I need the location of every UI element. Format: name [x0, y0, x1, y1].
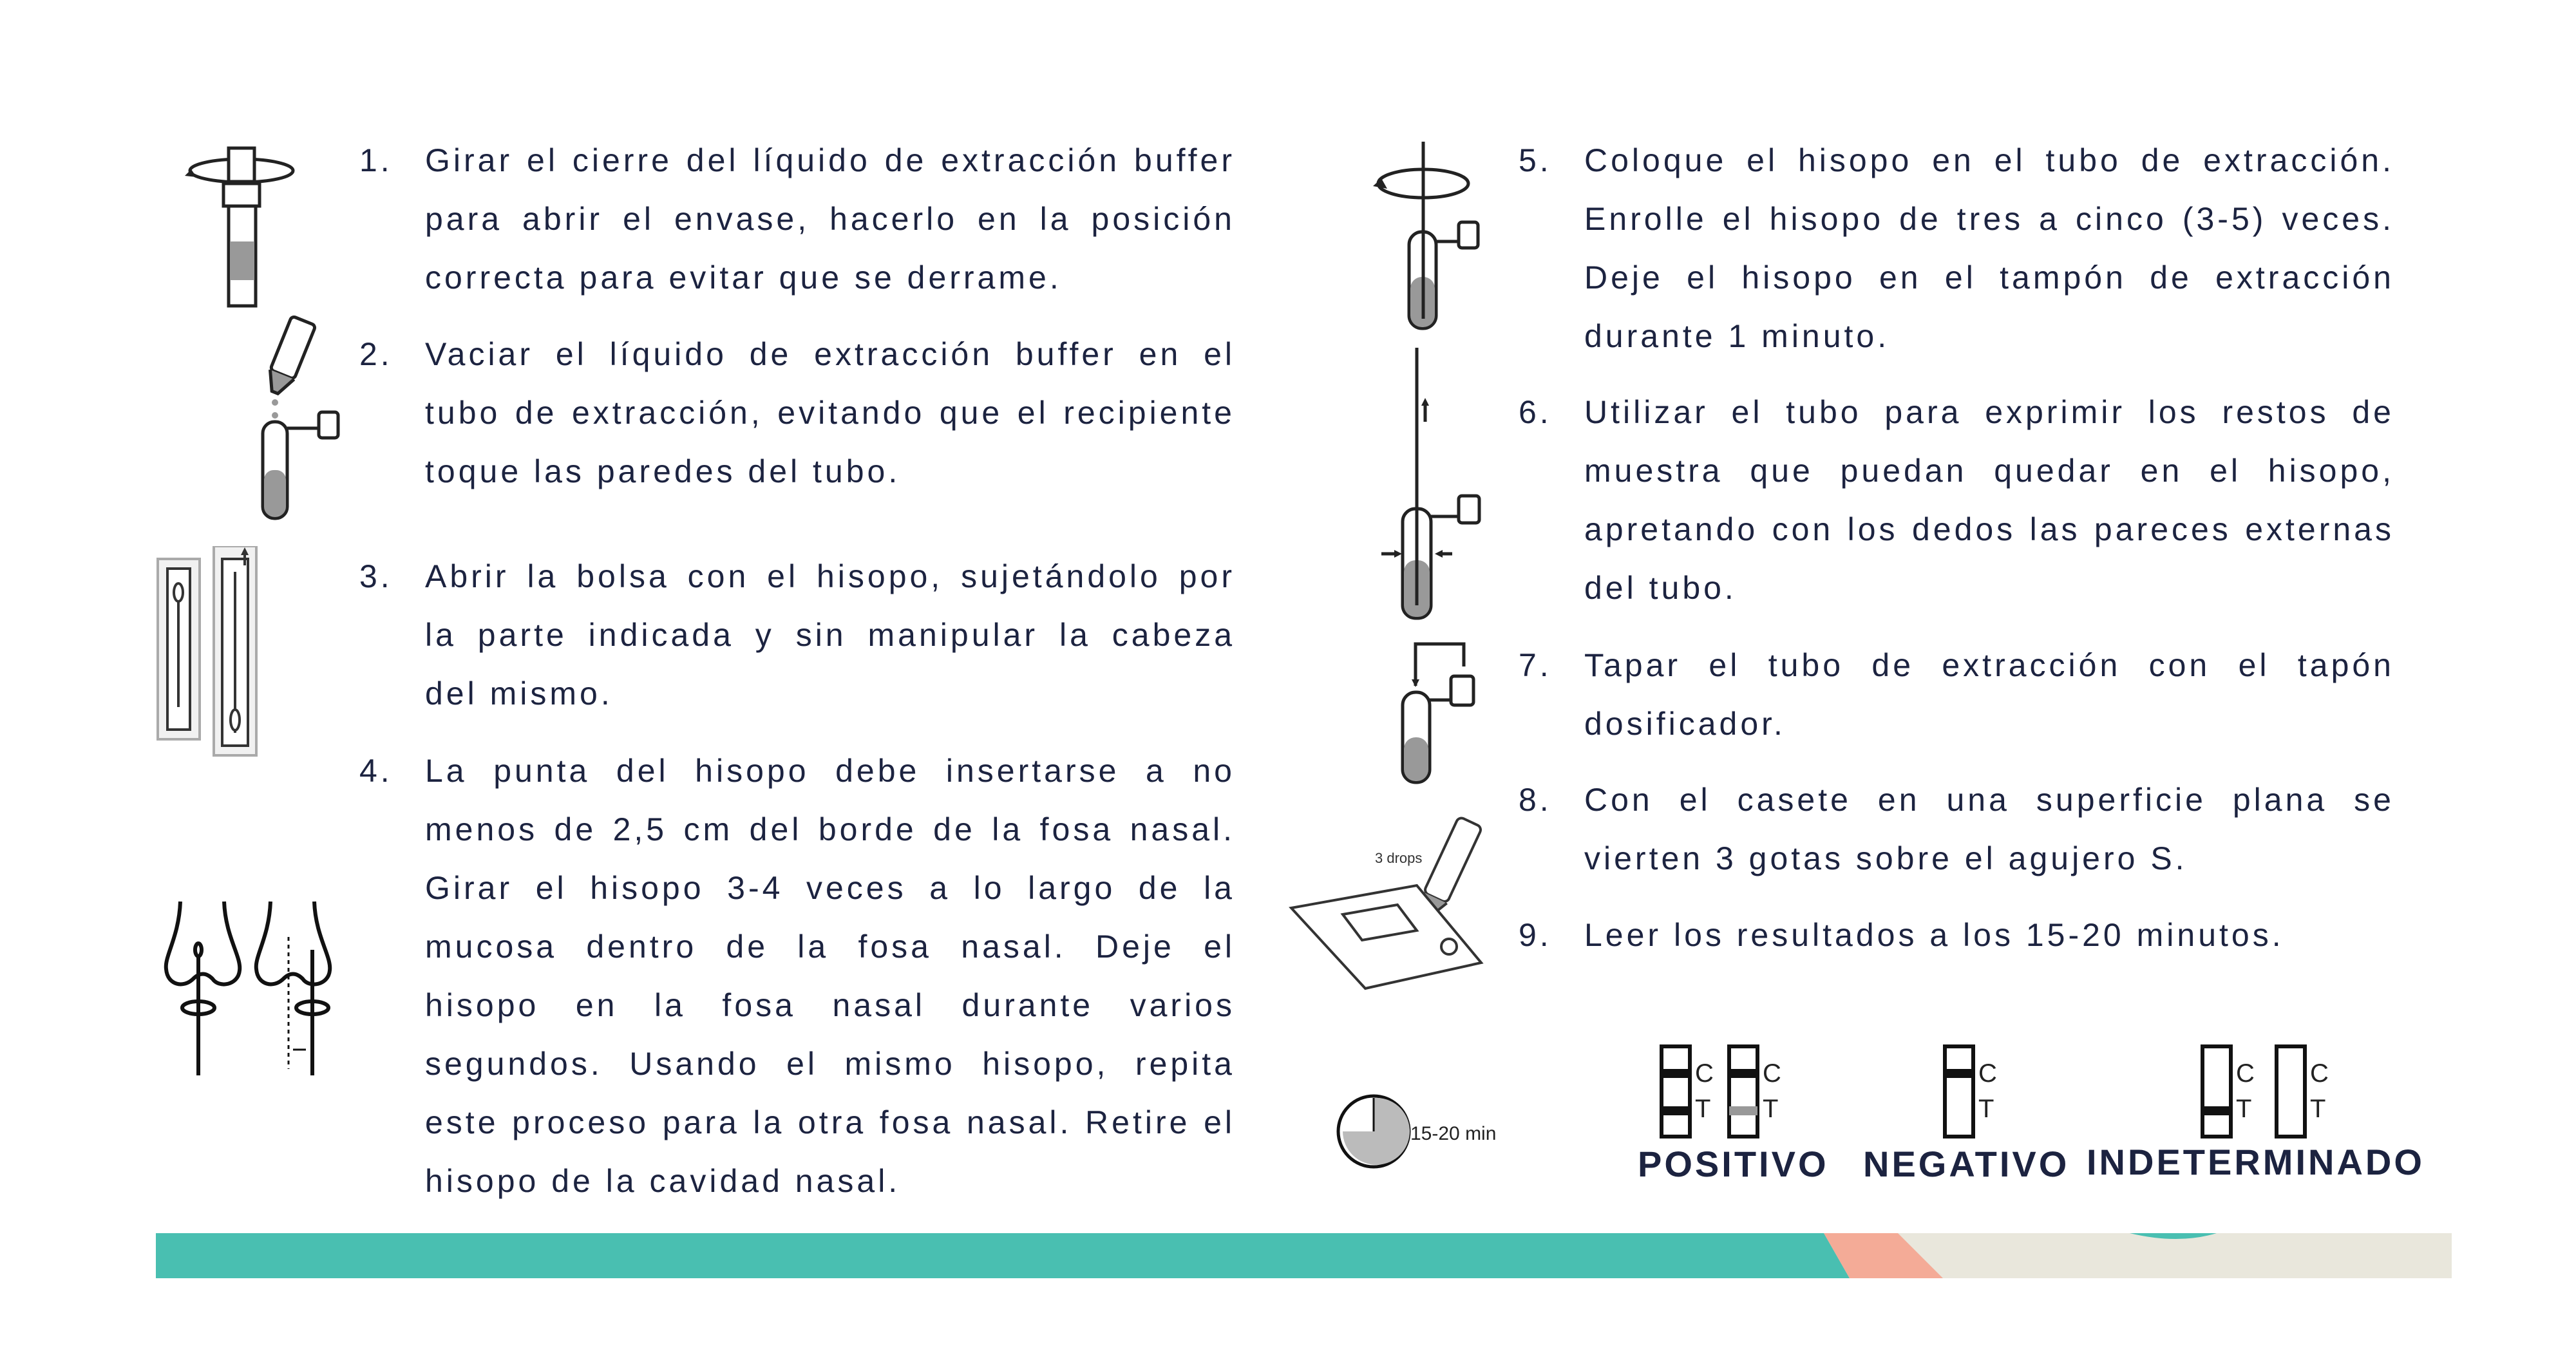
step-7	[1519, 636, 2394, 759]
step-text: Utilizar el tubo para exprimir los restos de muestra que puedan quedar en el hisopo, apretando con los dedos las pareces externas del tubo.	[1584, 394, 2394, 606]
bottle-cap-illustration	[184, 145, 299, 312]
negative-strip	[1938, 1043, 2022, 1140]
nasal-swab-illustration	[161, 898, 348, 1079]
swab-pouch-illustration	[155, 546, 264, 759]
strip-c-label: C	[1978, 1059, 1997, 1088]
result-negative-label: NEGATIVO	[1863, 1144, 2070, 1184]
step-text: Con el casete en una superficie plana se vierten 3 gotas sobre el agujero S.	[1584, 782, 2394, 876]
step-text: Vaciar el líquido de extracción buffer en el tubo de extracción, evitando que el recipiente toque las paredes del tubo.	[425, 336, 1235, 489]
drops-label: 3 drops	[1375, 850, 1423, 866]
cap-tube-illustration	[1396, 641, 1480, 789]
strip-t-label: T	[2236, 1095, 2252, 1123]
step-3	[359, 547, 1235, 728]
strip-t-label: T	[1763, 1095, 1779, 1123]
step-number: 6.	[1519, 394, 1552, 430]
strip-t-label: T	[2310, 1095, 2326, 1123]
squeeze-tube-illustration	[1378, 348, 1494, 625]
strip-c-label: C	[2236, 1059, 2255, 1088]
step-text: Coloque el hisopo en el tubo de extracción. Enrolle el hisopo de tres a cinco (3-5) veces. Deje el hisopo en el tampón de extracción durante 1 minuto.	[1584, 142, 2394, 354]
step-9	[1519, 906, 2394, 970]
step-8	[1519, 771, 2394, 893]
strip-c-label: C	[1763, 1059, 1781, 1088]
timer-icon	[1336, 1091, 1523, 1172]
strip-c-label: C	[1695, 1059, 1714, 1088]
positive-strips	[1655, 1043, 1803, 1140]
step-5	[1519, 131, 2394, 376]
step-number: 9.	[1519, 917, 1552, 953]
step-text: Leer los resultados a los 15-20 minutos.	[1584, 917, 2284, 953]
step-text: La punta del hisopo debe insertarse a no menos de 2,5 cm del borde de la fosa nasal. Girar el hisopo 3-4 veces a lo largo de la mucosa dentro de la fosa nasal. Deje el hisopo en la fosa nasal durante varios segundos. Usando el mismo hisopo, repita este proceso para la otra fosa nasal. Retire el hisopo de la cavidad nasal.	[425, 753, 1235, 1199]
footer-band-graphic	[156, 1233, 2452, 1278]
strip-t-label: T	[1978, 1095, 1994, 1123]
step-text: Tapar el tubo de extracción con el tapón dosificador.	[1584, 647, 2394, 742]
swab-rotate-illustration	[1365, 138, 1481, 332]
step-number: 5.	[1519, 142, 1552, 178]
result-positive-label: POSITIVO	[1638, 1144, 1829, 1184]
step-number: 4.	[359, 753, 393, 789]
strip-c-label: C	[2310, 1059, 2329, 1088]
step-number: 3.	[359, 558, 393, 594]
pour-buffer-illustration	[251, 316, 348, 525]
step-text: Girar el cierre del líquido de extracción buffer para abrir el envase, hacerlo en la posición correcta para evitar que se derrame.	[425, 142, 1235, 296]
timer-label: 15-20 min	[1410, 1123, 1497, 1144]
step-2	[359, 325, 1235, 505]
step-6	[1519, 383, 2394, 628]
step-text: Abrir la bolsa con el hisopo, sujetándolo por la parte indicada y sin manipular la cabeza del mismo.	[425, 558, 1235, 712]
step-number: 7.	[1519, 647, 1552, 683]
step-1	[359, 131, 1235, 312]
result-indeterminate-label: INDETERMINADO	[2087, 1142, 2425, 1182]
step-number: 1.	[359, 142, 393, 178]
drops-cassette-illustration	[1288, 811, 1501, 992]
step-4	[359, 742, 1235, 1218]
footer-band	[156, 1233, 2452, 1278]
indeterminate-strips	[2196, 1043, 2344, 1140]
step-number: 2.	[359, 336, 393, 372]
step-number: 8.	[1519, 782, 1552, 818]
strip-t-label: T	[1695, 1095, 1711, 1123]
